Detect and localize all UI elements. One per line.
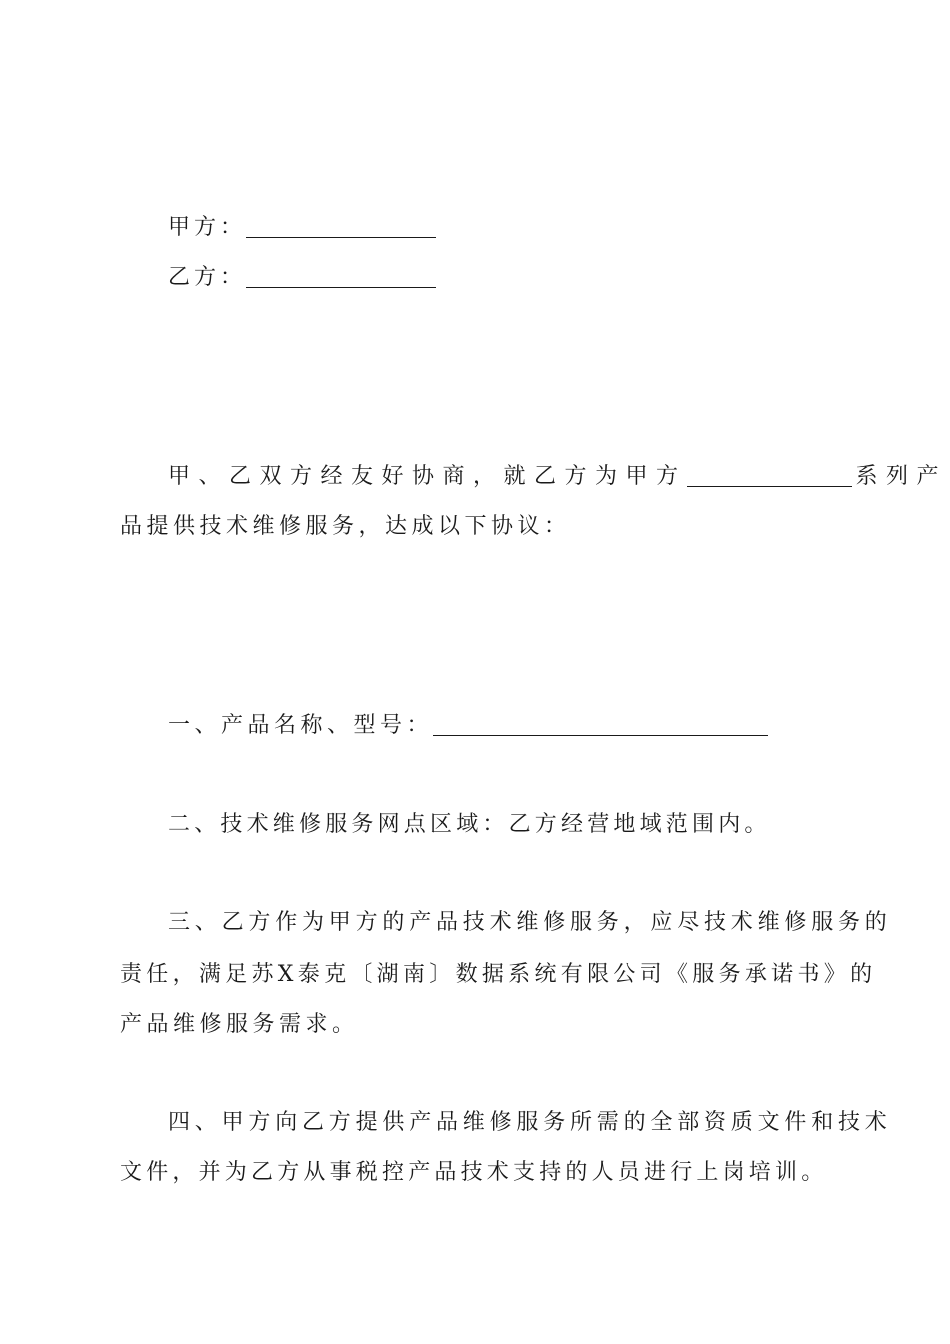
series-blank bbox=[687, 466, 852, 487]
clause-2: 二、技术维修服务网点区域：乙方经营地域范围内。 bbox=[168, 812, 771, 837]
clause-1-label: 一、产品名称、型号： bbox=[168, 713, 434, 738]
clause-4-line-2: 文件，并为乙方从事税控产品技术支持的人员进行上岗培训。 bbox=[120, 1160, 828, 1185]
clause-3-line-1: 三、乙方作为甲方的产品技术维修服务，应尽技术维修服务的 bbox=[168, 910, 892, 935]
party-a-label: 甲方： bbox=[168, 215, 247, 240]
clause-1-line bbox=[168, 711, 768, 741]
party-a-blank bbox=[246, 217, 436, 238]
clause-3-line-2: 责任，满足苏X泰克〔湖南〕数据系统有限公司《服务承诺书》的 bbox=[120, 962, 877, 987]
intro-text-before: 甲、乙双方经友好协商，就乙方为甲方 bbox=[168, 464, 687, 489]
party-b-blank bbox=[246, 267, 436, 288]
clause-4-line-1: 四、甲方向乙方提供产品维修服务所需的全部资质文件和技术 bbox=[168, 1110, 892, 1135]
party-b-line bbox=[168, 263, 436, 293]
intro-text-after: 系列产 bbox=[855, 464, 948, 489]
party-b-label: 乙方： bbox=[168, 265, 247, 290]
product-model-blank bbox=[433, 715, 768, 736]
clause-3-line-3: 产品维修服务需求。 bbox=[120, 1012, 359, 1037]
intro-line-1 bbox=[168, 462, 947, 492]
party-a-line bbox=[168, 213, 436, 243]
intro-line-2: 品提供技术维修服务，达成以下协议： bbox=[120, 514, 571, 539]
